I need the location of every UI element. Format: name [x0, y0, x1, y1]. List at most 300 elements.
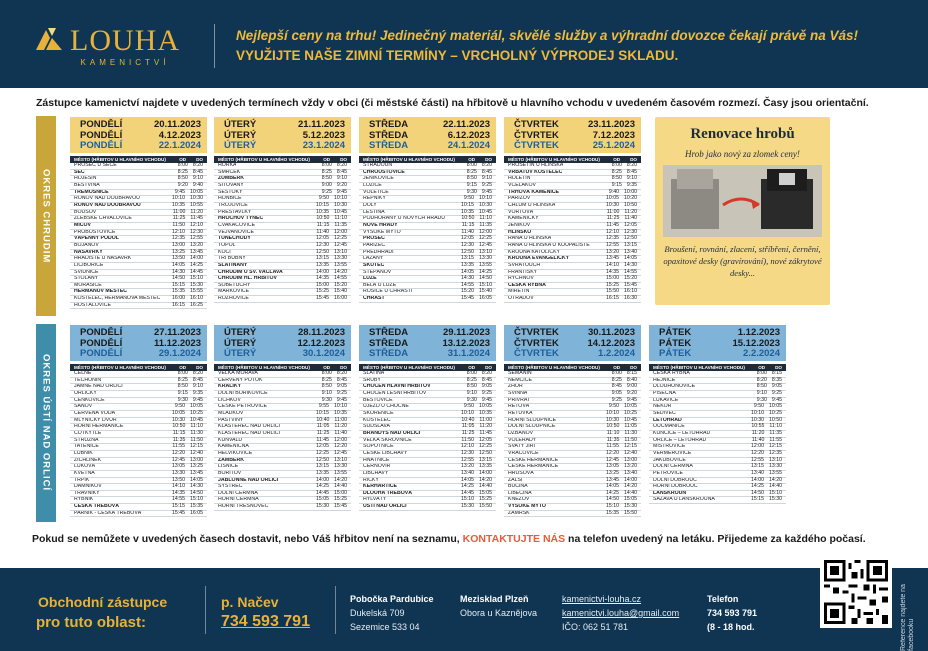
cemetery-location: ŘETOVÁ [508, 404, 530, 410]
phone-number[interactable]: 734 593 791 [707, 608, 758, 618]
time-from: 8:00 [321, 162, 332, 168]
cemetery-location: HORNÍ DOBROUČ [653, 484, 698, 490]
time-to: 15:50 [624, 509, 637, 516]
time-to: 12:50 [479, 449, 492, 456]
table-row [649, 398, 786, 405]
cemetery-location: DOLNÍ BOŘÍKOVICE [218, 390, 268, 396]
table-row [214, 276, 351, 283]
day-dates-header [649, 325, 786, 361]
time-from: 8:00 [466, 370, 477, 376]
cemetery-location: LICHKOV [218, 397, 241, 403]
time-from: 12:25 [316, 449, 330, 456]
weekday: ČTVRTEK [514, 119, 559, 130]
table-row [359, 451, 496, 458]
time-from: 10:30 [172, 416, 186, 423]
time-to: 11:55 [769, 436, 782, 443]
date-row [369, 120, 490, 131]
time-to: 13:35 [479, 463, 492, 470]
table-row [504, 223, 641, 230]
cemetery-location: KOSTELEC [363, 417, 391, 423]
region-label-chrudim: OKRES CHRUDIM [40, 168, 52, 264]
time-to: 16:30 [624, 295, 637, 302]
cemetery-location: KOSTELEC, HEŘMANOVA MĚSTEC [74, 296, 161, 302]
time-to: 10:20 [624, 195, 637, 202]
cemetery-location: ŠEŠTOKY [218, 189, 243, 195]
table-row [70, 183, 207, 190]
cemetery-location: LOZICE [363, 182, 382, 188]
table-row [504, 196, 641, 203]
date-row [224, 141, 345, 152]
weekday: ÚTERÝ [224, 119, 257, 130]
time-to: 8:45 [481, 168, 492, 175]
time-to: 11:05 [624, 423, 637, 430]
cemetery-location: VOLETICE [363, 189, 389, 195]
header-place: MĚSTO (HŘBITOV U HLAVNÍHO VCHODU) [74, 157, 166, 162]
time-from: 13:30 [172, 469, 186, 476]
time-from: 9:45 [174, 188, 186, 195]
time-to: 15:30 [624, 503, 637, 510]
table-row [504, 283, 641, 290]
time-to: 11:20 [334, 423, 347, 430]
time-from: 12:05 [316, 443, 330, 450]
table-row [504, 411, 641, 418]
time-to: 9:20 [336, 181, 347, 188]
cemetery-location: HRADIŠTĚ U NASAVRK [74, 256, 132, 262]
table-row [649, 424, 786, 431]
time-from: 8:25 [466, 168, 477, 175]
table-row [504, 424, 641, 431]
footer-divider [205, 586, 206, 634]
day-column [70, 325, 207, 517]
table-row [504, 183, 641, 190]
time-from: 10:40 [461, 416, 475, 423]
time-to: 13:30 [479, 255, 492, 262]
table-row [70, 296, 207, 303]
time-from: 8:00 [466, 162, 477, 168]
table-row [70, 303, 207, 310]
table-row [649, 497, 786, 504]
time-from: 10:50 [316, 215, 330, 222]
weekday: ČTVRTEK [514, 348, 559, 359]
cemetery-location: JAMNÉ NAD ORLICÍ [74, 384, 123, 390]
time-from: 9:30 [756, 396, 767, 403]
cemetery-location: ROSICE U CHRASTI [363, 289, 413, 295]
table-row [359, 270, 496, 277]
cemetery-location: ŠTĚPÁNOV [363, 269, 392, 275]
renovation-description: Broušení, rovnání, zlacení, stříbření, černění, opaxitové desky (gravírování), nové zákrytové desky... [663, 244, 822, 278]
table-row [214, 270, 351, 277]
footer [0, 568, 928, 651]
cemetery-location: KAMENIČKY [508, 216, 539, 222]
table-row [359, 444, 496, 451]
cemetery-location: LICIBOŘICE [74, 262, 104, 268]
cemetery-location: MORAŠICE [74, 282, 102, 288]
cemetery-location: LIBCHAVY [363, 470, 389, 476]
table-row [214, 283, 351, 290]
time-from: 9:15 [177, 389, 188, 396]
time-to: 8:35 [771, 376, 782, 383]
header-place: MĚSTO (HŘBITOV U HLAVNÍHO VCHODU) [508, 157, 600, 162]
table-row [504, 296, 641, 303]
cemetery-location: CHOCEŇ HLAVNÍ HŘBITOV [363, 384, 431, 390]
table-row [214, 411, 351, 418]
time-from: 16:00 [172, 295, 186, 302]
table-row [214, 431, 351, 438]
time-to: 12:30 [190, 228, 203, 235]
date: 31.1.2024 [447, 348, 490, 359]
time-from: 9:10 [466, 389, 477, 396]
table-row [214, 203, 351, 210]
cemetery-location: ZÁMRSK [508, 510, 530, 516]
time-to: 9:25 [481, 181, 492, 188]
time-to: 8:15 [771, 370, 782, 376]
cemetery-location: ČESKÉ LIBCHAVY [363, 450, 408, 456]
time-to: 10:35 [479, 409, 492, 416]
table-row [504, 451, 641, 458]
table-row [70, 404, 207, 411]
cemetery-location: TROJOVICE [218, 202, 248, 208]
cemetery-location: FRANTIŠKY [508, 269, 538, 275]
time-to: 10:05 [624, 403, 637, 410]
time-to: 10:25 [190, 409, 203, 416]
time-to: 9:35 [192, 389, 203, 396]
time-from: 11:15 [316, 221, 330, 228]
table-row [70, 256, 207, 263]
table-row [504, 289, 641, 296]
time-from: 12:50 [461, 248, 475, 255]
time-to: 15:55 [190, 288, 203, 295]
cemetery-location: HOLETÍN [508, 176, 531, 182]
table-row [359, 418, 496, 425]
time-to: 9:45 [626, 396, 637, 403]
time-to: 11:35 [769, 429, 782, 436]
time-from: 9:25 [611, 396, 622, 403]
cemetery-location: MISTROVICE [653, 444, 686, 450]
time-from: 10:50 [606, 423, 620, 430]
time-from: 11:25 [461, 429, 475, 436]
table-row [214, 418, 351, 425]
cemetery-location: ČENKOVICE [74, 397, 105, 403]
weekday: ÚTERÝ [224, 337, 257, 349]
table-row [359, 484, 496, 491]
cemetery-location: TRPÍK [74, 477, 90, 483]
time-to: 11:00 [334, 416, 347, 423]
header-to: DO [775, 365, 782, 370]
cemetery-location: KLÁŠTEREC NAD ORLICÍ [218, 430, 280, 436]
time-from: 8:00 [177, 162, 188, 168]
time-from: 14:45 [316, 489, 330, 496]
cemetery-location: ORLICE – LETOHRAD [653, 437, 707, 443]
time-to: 10:10 [334, 195, 347, 202]
time-from: 13:35 [461, 261, 475, 268]
cemetery-location: SRUBY [363, 377, 381, 383]
note-before: Pokud se nemůžete v uvedených časech dostavit, nebo Váš hřbitov není na seznamu, [32, 533, 460, 545]
time-from: 8:50 [611, 175, 622, 182]
cemetery-location: KROUNA EVANGELICKÝ [508, 256, 570, 262]
time-from: 9:00 [321, 181, 332, 188]
note-contact-link[interactable]: KONTAKTUJTE NÁS [462, 533, 566, 545]
time-to: 13:40 [624, 248, 637, 255]
time-from: 8:00 [611, 370, 622, 376]
company-logo[interactable] [34, 26, 180, 67]
cemetery-location: ÚJEZD U CHOCNĚ [363, 404, 409, 410]
table-row [70, 398, 207, 405]
phone-block [707, 592, 757, 634]
table-row [214, 216, 351, 223]
table-row [214, 458, 351, 465]
time-from: 10:10 [751, 409, 765, 416]
time-from: 13:35 [316, 469, 330, 476]
time-to: 12:30 [624, 228, 637, 235]
time-from: 12:55 [751, 456, 765, 463]
table-row [649, 404, 786, 411]
time-to: 13:40 [624, 469, 637, 476]
table-row [504, 203, 641, 210]
time-from: 16:15 [606, 295, 620, 302]
header-place: MĚSTO (HŘBITOV U HLAVNÍHO VCHODU) [218, 157, 310, 162]
table-row [70, 471, 207, 478]
time-to: 8:20 [192, 370, 203, 376]
date-row [80, 120, 201, 131]
table-row [70, 283, 207, 290]
time-from: 13:50 [172, 255, 186, 262]
cemetery-location: PŘÍVRAT [508, 397, 531, 403]
time-from: 13:40 [461, 469, 475, 476]
time-from: 11:40 [751, 436, 765, 443]
time-to: 11:45 [190, 215, 203, 222]
table-row [70, 464, 207, 471]
rep-phone-link[interactable]: 734 593 791 [221, 613, 310, 630]
cemetery-location: JAKUBOVICE [653, 457, 686, 463]
cemetery-location: RONOV NAD DOUBRAVOU [74, 196, 140, 202]
cemetery-location: ČESKÉ HEŘMANICE [508, 464, 559, 470]
time-to: 12:05 [624, 221, 637, 228]
header-promo: VYUŽIJTE NAŠE ZIMNÍ TERMÍNY – VRCHOLNÝ VÝPRODEJ SKLADU. [236, 48, 679, 63]
footer-divider [335, 586, 336, 634]
time-to: 9:10 [481, 175, 492, 182]
table-row [70, 216, 207, 223]
table-row [214, 230, 351, 237]
table-row [359, 424, 496, 431]
table-row [359, 283, 496, 290]
cemetery-location: NEKOŘ [653, 404, 672, 410]
time-from: 13:15 [751, 463, 765, 470]
branch-city: Sezemice 533 04 [350, 622, 420, 632]
header-banner [0, 0, 928, 88]
cemetery-location: JENÍKOV [508, 222, 531, 228]
table-row [359, 464, 496, 471]
date: 25.1.2024 [592, 140, 635, 151]
time-from: 11:25 [606, 215, 620, 222]
time-from: 9:15 [466, 181, 477, 188]
table-row [359, 411, 496, 418]
time-from: 8:50 [177, 175, 188, 182]
time-from: 9:50 [318, 195, 330, 202]
cemetery-location: SKOŘENICE [363, 410, 394, 416]
cemetery-location: LETOHRAD [653, 417, 682, 423]
qr-code-icon[interactable] [820, 556, 892, 628]
time-from: 9:25 [321, 188, 332, 195]
date-row [514, 141, 635, 152]
time-from: 14:55 [172, 496, 186, 503]
table-row [649, 471, 786, 478]
table-row [70, 289, 207, 296]
time-from: 15:35 [606, 509, 620, 516]
cemetery-location: REPNÍKY [363, 196, 386, 202]
time-from: 14:25 [751, 483, 765, 490]
note-after: na telefon uvedený na letáku. Přijedeme za každého počasí. [568, 533, 866, 545]
date: 24.1.2024 [447, 140, 490, 151]
time-to: 15:10 [190, 275, 203, 282]
time-to: 13:10 [334, 456, 347, 463]
time-to: 15:30 [769, 496, 782, 503]
day-column [359, 117, 496, 303]
cemetery-location: PARNÍK - ČESKÁ TŘEBOVÁ [74, 510, 142, 516]
header-to: DO [340, 365, 347, 370]
time-from: 12:05 [316, 235, 330, 242]
day-column [649, 325, 786, 504]
time-from: 10:05 [172, 409, 186, 416]
table-row [359, 196, 496, 203]
time-from: 12:35 [172, 235, 186, 242]
time-from: 8:50 [177, 383, 188, 390]
time-to: 16:10 [624, 288, 637, 295]
cemetery-location: KRÁLÍKY [218, 384, 242, 390]
time-from: 11:05 [461, 423, 475, 430]
cemetery-location: ŠEDIVEC [653, 410, 676, 416]
region-strip-usti [36, 324, 56, 522]
email-link[interactable]: kamenictvi.louha@gmail.com [562, 608, 680, 618]
date-row [224, 328, 345, 339]
header-from: OD [758, 365, 766, 370]
table-row [70, 203, 207, 210]
weekday: PÁTEK [659, 337, 692, 349]
cemetery-location: NOVÉ HRADY [363, 222, 398, 228]
time-from: 15:15 [172, 281, 186, 288]
time-to: 8:45 [336, 376, 347, 383]
time-from: 14:50 [172, 275, 186, 282]
website-link[interactable]: kamenictvi-louha.cz [562, 594, 642, 604]
table-row [504, 458, 641, 465]
time-to: 13:55 [334, 261, 347, 268]
time-from: 12:10 [606, 228, 620, 235]
time-to: 11:30 [190, 429, 203, 436]
cemetery-location: BOŘITOV [218, 470, 242, 476]
time-to: 14:40 [479, 483, 492, 490]
time-from: 9:50 [753, 403, 765, 410]
date: 13.12.2023 [442, 337, 490, 349]
cemetery-location: DLOUHOŇOVICE [653, 384, 696, 390]
time-from: 13:15 [316, 463, 330, 470]
region-label-usti: OKRES ÚSTÍ NAD ORLICÍ [40, 354, 52, 492]
table-row [70, 250, 207, 257]
time-to: 8:45 [626, 168, 637, 175]
header-from: OD [468, 157, 476, 162]
weekday: STŘEDA [369, 119, 409, 130]
cemetery-location: VELKÁ SKROVNICE [363, 437, 412, 443]
cemetery-location: ČVAKAČOVICE [218, 222, 256, 228]
day-column [214, 117, 351, 303]
table-row [504, 236, 641, 243]
cemetery-location: SÁNOV [74, 404, 93, 410]
date: 1.12.2023 [737, 327, 780, 338]
time-to: 12:00 [334, 436, 347, 443]
date-row [224, 120, 345, 131]
cemetery-location: DOLNÍ SLOUPNICE [508, 424, 556, 430]
cemetery-location: CHRAST [363, 296, 385, 302]
cemetery-location: SOBĚTUCHY [218, 282, 251, 288]
time-to: 14:20 [479, 476, 492, 483]
time-to: 13:00 [624, 456, 637, 463]
table-row [359, 190, 496, 197]
time-from: 14:30 [172, 268, 186, 275]
header-from: OD [613, 365, 621, 370]
time-to: 12:35 [769, 449, 782, 456]
cemetery-location: RYCHNOV [508, 276, 534, 282]
cemetery-location: ŽAMBERK [218, 457, 244, 463]
time-to: 15:50 [479, 503, 492, 510]
header-to: DO [630, 157, 637, 162]
time-to: 10:45 [479, 208, 492, 215]
time-to: 16:05 [479, 295, 492, 302]
time-to: 10:45 [334, 208, 347, 215]
header-from: OD [468, 365, 476, 370]
table-row [504, 464, 641, 471]
cemetery-location: VELKÁ MORAVA [218, 371, 258, 376]
cemetery-location: KNĚŽOV [508, 497, 530, 503]
time-from: 15:25 [316, 288, 330, 295]
cemetery-location: ČERNOVÍR [363, 464, 391, 470]
date-row [514, 328, 635, 339]
time-from: 9:30 [466, 188, 477, 195]
time-from: 11:25 [316, 429, 330, 436]
time-to: 14:20 [769, 476, 782, 483]
time-to: 9:10 [336, 175, 347, 182]
table-row [649, 464, 786, 471]
cemetery-location: VORTOVÁ [508, 209, 534, 215]
cemetery-location: VČELÁKOV [508, 182, 536, 188]
time-to: 11:45 [479, 429, 492, 436]
time-from: 10:10 [606, 409, 620, 416]
time-to: 10:05 [769, 403, 782, 410]
time-from: 11:25 [172, 215, 186, 222]
cemetery-location: VÁPENNÝ PODOL [74, 236, 119, 242]
time-from: 9:10 [756, 389, 767, 396]
header-from: OD [179, 157, 187, 162]
time-to: 12:00 [334, 228, 347, 235]
date: 27.11.2023 [153, 327, 201, 338]
time-to: 10:05 [479, 403, 492, 410]
weekday: ČTVRTEK [514, 140, 559, 151]
time-to: 15:05 [624, 496, 637, 503]
time-to: 13:10 [334, 248, 347, 255]
table-row [359, 210, 496, 217]
time-to: 10:25 [769, 409, 782, 416]
weekday: ÚTERÝ [224, 140, 257, 151]
cemetery-location: HOŘKA [218, 163, 237, 168]
table-row [214, 236, 351, 243]
time-from: 14:35 [172, 489, 186, 496]
table-row [214, 243, 351, 250]
renovation-title: Renovace hrobů [690, 126, 795, 142]
cemetery-location: RYBNÍK [74, 497, 94, 503]
time-to: 8:20 [336, 370, 347, 376]
time-from: 8:25 [177, 168, 188, 175]
table-row [504, 471, 641, 478]
time-to: 14:20 [624, 483, 637, 490]
cemetery-location: ZHOŘ [508, 384, 523, 390]
date: 20.11.2023 [153, 119, 201, 130]
